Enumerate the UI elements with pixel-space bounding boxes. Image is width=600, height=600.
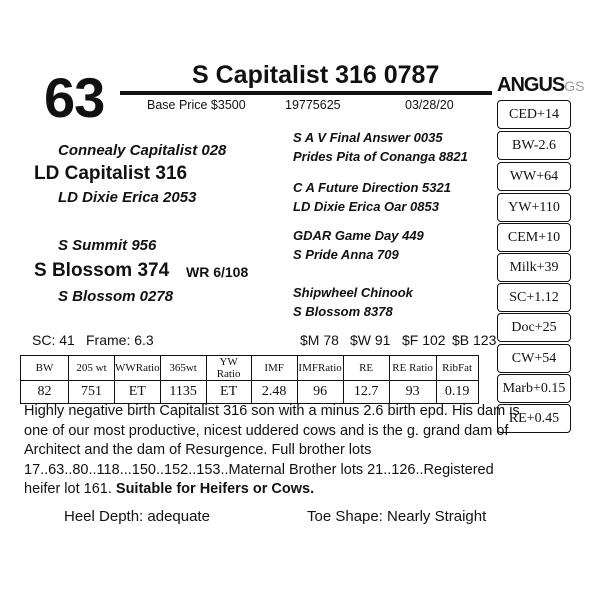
pedigree-pair-1 <box>293 128 468 166</box>
epd-cw: CW+54 <box>497 344 571 373</box>
angus-logo <box>497 74 584 97</box>
table-header: IMFRatio <box>297 356 343 381</box>
frame-score: Frame: 6.3 <box>86 332 154 348</box>
table-cell: 12.7 <box>343 381 389 404</box>
epd-marb: Marb+0.15 <box>497 374 571 403</box>
pedigree-pair-3 <box>293 226 424 264</box>
index-m: $M 78 <box>300 332 339 348</box>
pedigree-dam-4: S Blossom 8378 <box>293 304 393 319</box>
pedigree-sire-2: C A Future Direction 5321 <box>293 180 451 195</box>
table-header: RE Ratio <box>389 356 436 381</box>
table-header: RE <box>343 356 389 381</box>
epd-ww: WW+64 <box>497 162 571 191</box>
epd-bw: BW-2.6 <box>497 131 571 160</box>
description-text: Highly negative birth Capitalist 316 son with a minus 2.6 birth epd. His dam is one of our most productive, nicest uddered cows and is the g. grand dam of Architect and the dam of Resurgence. Full brother lots 17..63..80..118...150..152..153..Maternal Brother lots 21..126..Registered heifer lot 161. <box>24 403 520 497</box>
table-header: RibFat <box>436 356 478 381</box>
dam-sire: S Summit 956 <box>58 237 157 254</box>
animal-title: S Capitalist 316 0787 <box>192 61 440 89</box>
pedigree-pair-2 <box>293 178 451 216</box>
epd-sc: SC+1.12 <box>497 283 571 312</box>
table-cell: 1135 <box>160 381 206 404</box>
table-cell: 93 <box>389 381 436 404</box>
table-header-row <box>21 356 479 381</box>
birth-date: 03/28/20 <box>405 98 454 112</box>
table-header: BW <box>21 356 69 381</box>
title-divider <box>120 91 492 95</box>
registration-number: 19775625 <box>285 98 341 112</box>
sire: LD Capitalist 316 <box>34 163 188 184</box>
pedigree-pair-4 <box>293 283 413 321</box>
table-cell: 751 <box>69 381 115 404</box>
epd-milk: Milk+39 <box>497 253 571 282</box>
index-f: $F 102 <box>402 332 446 348</box>
pedigree-dam-1: Prides Pita of Conanga 8821 <box>293 149 468 164</box>
table-header: WWRatio <box>115 356 161 381</box>
epd-ced: CED+14 <box>497 100 571 129</box>
table-cell: ET <box>115 381 161 404</box>
angus-logo-text: ANGUS <box>497 74 565 96</box>
pedigree-sire-1: S A V Final Answer 0035 <box>293 130 443 145</box>
table-header: IMF <box>251 356 297 381</box>
heel-depth: Heel Depth: adequate <box>64 508 210 525</box>
pedigree-dam-2: LD Dixie Erica Oar 0853 <box>293 199 439 214</box>
dam: S Blossom 374 <box>34 260 170 281</box>
description-highlight: Suitable for Heifers or Cows. <box>115 481 315 497</box>
table-row <box>21 381 479 404</box>
table-header: 205 wt <box>69 356 115 381</box>
epd-re: RE+0.45 <box>497 404 571 433</box>
sire-dam: LD Dixie Erica 2053 <box>58 189 197 206</box>
pedigree-dam-3: S Pride Anna 709 <box>293 247 399 262</box>
table-header: YW Ratio <box>206 356 251 381</box>
epd-yw: YW+110 <box>497 193 571 222</box>
dam-dam: S Blossom 0278 <box>58 288 174 305</box>
index-b: $B 123 <box>452 332 497 348</box>
description <box>24 402 524 500</box>
dam-weaning-ratio: WR 6/108 <box>186 264 249 280</box>
table-cell: 2.48 <box>251 381 297 404</box>
table-cell: 96 <box>297 381 343 404</box>
table-header: 365wt <box>160 356 206 381</box>
angus-logo-suffix: GS <box>564 78 585 94</box>
table-cell: ET <box>206 381 251 404</box>
sire-sire: Connealy Capitalist 028 <box>58 142 227 159</box>
table-cell: 82 <box>21 381 69 404</box>
epd-cem: CEM+10 <box>497 223 571 252</box>
base-price: Base Price $3500 <box>147 98 246 112</box>
lot-number: 63 <box>44 66 105 129</box>
pedigree-sire-3: GDAR Game Day 449 <box>293 228 424 243</box>
index-w: $W 91 <box>350 332 391 348</box>
toe-shape: Toe Shape: Nearly Straight <box>307 508 487 525</box>
pedigree-sire-4: Shipwheel Chinook <box>293 285 413 300</box>
table-cell: 0.19 <box>436 381 478 404</box>
performance-table <box>20 355 479 404</box>
epd-doc: Doc+25 <box>497 313 571 342</box>
scrotal-circumference: SC: 41 <box>32 332 75 348</box>
